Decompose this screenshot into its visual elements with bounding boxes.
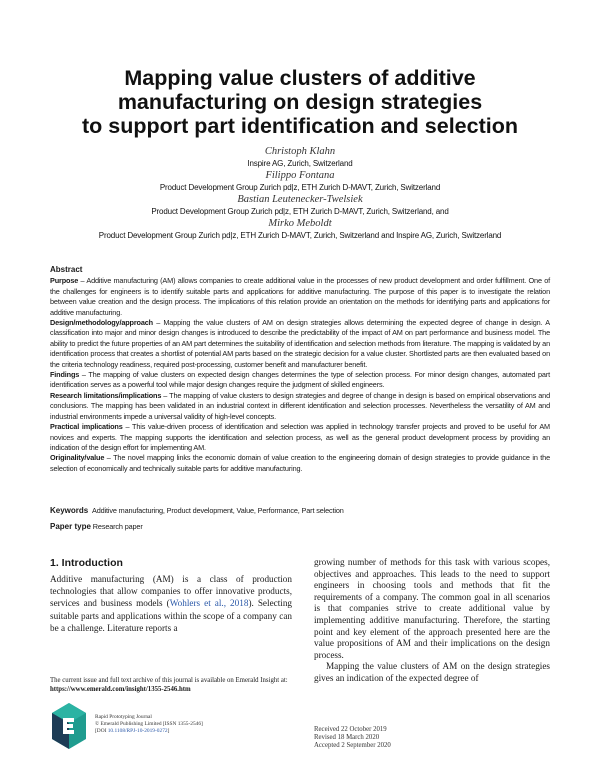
- abstract-label: Purpose: [50, 276, 79, 286]
- keywords: [50, 506, 550, 516]
- intro-right-column: [314, 557, 550, 685]
- title-line: manufacturing on design strategies: [117, 90, 483, 114]
- abstract-section-originality: [50, 453, 550, 474]
- intro-paragraph: [50, 573, 292, 634]
- title-line: Mapping value clusters of additive: [124, 66, 476, 90]
- paper-type: [50, 522, 550, 532]
- article-dates: [314, 726, 550, 751]
- received-date: Received 22 October 2019: [314, 726, 387, 733]
- abstract-label: Research limitations/implications: [50, 390, 162, 400]
- intro-text: ). Selecting suitable parts and applications within the scope of a company can be a challenge. Literature reports a: [50, 598, 293, 633]
- abstract-section-purpose: [50, 276, 550, 318]
- citation-link[interactable]: Wohlers et al., 2018: [169, 598, 249, 609]
- logo-mark: [63, 718, 74, 734]
- author-name: Filippo Fontana: [265, 170, 335, 181]
- author-affiliation: Product Development Group Zurich pd|z, ETH Zurich D-MAVT, Zurich, Switzerland: [159, 183, 441, 192]
- journal-name: Rapid Prototyping Journal: [95, 714, 152, 720]
- abstract: [50, 265, 550, 474]
- intro-left-column: [50, 557, 292, 634]
- author-name: Bastian Leutenecker-Twelsiek: [237, 194, 363, 205]
- abstract-label: Originality/value: [50, 453, 105, 463]
- paper-type-text: Research paper: [92, 522, 143, 531]
- author-name: Mirko Meboldt: [268, 218, 332, 229]
- author-affiliation: Product Development Group Zurich pd|z, ETH Zurich D-MAVT, Zurich, Switzerland, and: [151, 207, 449, 216]
- intro-paragraph: growing number of methods for this task with various scopes, objectives and approaches. This leads to the need to support engineers in choosing tools and methods that fit the requirements of a company. The common goal in all scenarios is that companies strive to create additional value by implementing additive manufacturing. Therefore, the starting point and key element of the approach presented here are the value propositions of AM and their implications on the design process.: [314, 557, 550, 660]
- abstract-label: Design/methodology/approach: [50, 318, 153, 328]
- journal-doi: [DOI 10.1108/RPJ-10-2019-0272]: [95, 728, 170, 735]
- abstract-text: – Additive manufacturing (AM) allows companies to create additional value in the processes of new product development and order fulfillment. One of the challenges for engineers is to identify suitable parts and applications for additive manufacturing. The purpose of this paper is to investigate the relation between value creation and the design process. The implications of this relation provide an orientation on the methods for identifying parts and applications for additive manufacturing.: [50, 276, 550, 317]
- abstract-section-findings: [50, 370, 550, 391]
- paper-type-label: Paper type: [50, 522, 91, 531]
- abstract-section-limitations: [50, 391, 550, 422]
- access-note-url[interactable]: https://www.emerald.com/insight/1355-2546.htm: [50, 686, 191, 694]
- abstract-heading: Abstract: [50, 265, 83, 274]
- doi-link[interactable]: 10.1108/RPJ-10-2019-0272: [107, 728, 168, 735]
- paper-title: [40, 66, 560, 138]
- access-note-text: The current issue and full text archive of this journal is available on Emerald Insight at:: [50, 677, 288, 684]
- accepted-date: Accepted 2 September 2020: [314, 742, 391, 750]
- abstract-text: – The mapping of value clusters on expected design changes determines the type of selection process. For minor design changes, automated part identification serves as a powerful tool while major design changes require the judgment of skilled engineers.: [50, 370, 550, 390]
- abstract-label: Practical implications: [50, 422, 123, 432]
- journal-info: [95, 714, 295, 736]
- abstract-section-design: [50, 318, 550, 370]
- abstract-text: – The mapping of value clusters to design strategies and degree of change in design is based on empirical observations and conclusions. The mapping has been validated in an industrial context in different identification and selection processes. Nevertheless the versatility of AM and industrial environments impede a universal validity of high-level concepts.: [50, 390, 550, 421]
- title-line: to support part identification and selection: [82, 114, 518, 138]
- keywords-label: Keywords: [50, 506, 89, 515]
- intro-text: Additive manufacturing (AM) is a class of production technologies that allow companies to offer innovative products, services and business models (: [50, 574, 292, 609]
- abstract-text: – The novel mapping links the economic domain of value creation to the engineering domain of design strategies to provide guidance in the selection of economically and technically suitable parts for additive manufacturing.: [50, 453, 550, 473]
- abstract-text: – Mapping the value clusters of AM on design strategies allows determining the expected degree of change in design. A classification into major and minor design changes is introduced to describe the predictability of the impact of AM on part performance and business model. The ability to predict the future properties of an AM part determines the suitability of identification and selection methods from literature. The mapping is validated by an identification process that creates a shortlist of potential AM parts based on the strategic decision for a value cluster. Shortlisted parts are then evaluated based on the criteria technology readiness, required post-processing, customer benefit and manufacturer benefit.: [50, 318, 550, 369]
- intro-paragraph: Mapping the value clusters of AM on the design strategies gives an indication of the expected degree of: [314, 661, 550, 683]
- revised-date: Revised 18 March 2020: [314, 734, 380, 742]
- access-note: [50, 676, 292, 694]
- abstract-section-practical: [50, 422, 550, 453]
- section-heading: 1. Introduction: [50, 557, 123, 569]
- keywords-text: Additive manufacturing, Product development, Value, Performance, Part selection: [92, 506, 344, 515]
- emerald-logo: [50, 701, 88, 751]
- abstract-label: Findings: [50, 370, 80, 380]
- author-affiliation: Inspire AG, Zurich, Switzerland: [247, 159, 353, 168]
- author-list: [20, 146, 580, 242]
- journal-publisher: © Emerald Publishing Limited [ISSN 1355-2546]: [95, 721, 203, 728]
- abstract-text: – This value-driven process of identification and selection was applied in technology transfer projects and proved to be useful for AM novices and experts. The mapping supports the identification and selection process, as well as the general product development process by providing an indication of the design effort for implementing AM.: [50, 422, 550, 452]
- author-affiliation: Product Development Group Zurich pd|z, ETH Zurich D-MAVT, Zurich, Switzerland and Inspire AG, Zurich, Switzerland: [98, 231, 502, 240]
- author-name: Christoph Klahn: [264, 146, 336, 157]
